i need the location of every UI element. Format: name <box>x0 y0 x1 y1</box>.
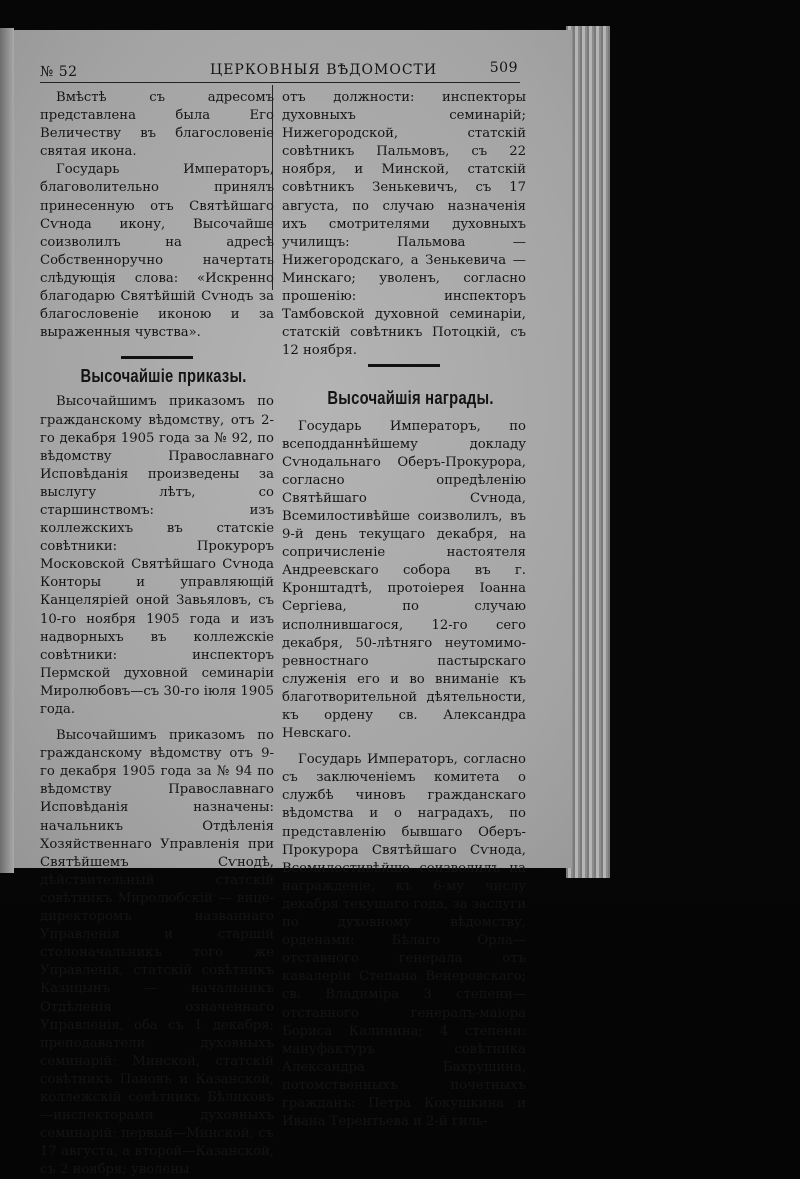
header-rule <box>40 82 520 83</box>
section-heading: Высочайшіе приказы. <box>80 366 247 387</box>
paragraph: Высочайшимъ приказомъ по гражданскому вѣдомству отъ 9-го декабря 1905 года за № 94 по вѣдомству Православнаго Исповѣданія назначены: начальникъ Отдѣленія Хозяйственнаго Управленія при Святѣйшемъ Сѵнодѣ, дѣйствительный статскій совѣтникъ Миролюбскій — вице-директоромъ названнаго Управленія и старшій столоначальникъ того же Управленія, статскій совѣтникъ Казицынъ — начальникъ Отдѣленія означеннаго Управленія, оба съ 1 декабря; преподаватели духовныхъ семинарій: Минской, статскій совѣтникъ Пановъ и Казанской, коллежскій совѣтникъ Бѣликовъ—инспекторами духовныхъ семинарій: первый—Минской, съ 17 августа, а второй—Казанской, съ 2 ноября; уволены <box>40 728 274 1178</box>
left-column <box>40 89 274 1179</box>
page-number: 509 <box>489 60 518 76</box>
paragraph: отъ должности: инспекторы духовныхъ семинарій; Нижегородской, статскій совѣтникъ Пальмовъ, съ 22 ноября, и Минской, статскій совѣтникъ Зенькевичъ, съ 17 августа, по случаю назначенія ихъ смотрителями духовныхъ училищъ: Пальмова — Нижегородскаго, а Зенькевича — Минскаго; уволенъ, согласно прошенію: инспекторъ Тамбовской духовной семинаріи, статскій совѣтникъ Потоцкій, съ 12 ноября. <box>282 90 526 359</box>
journal-title: ЦЕРКОВНЫЯ ВѢДОМОСТИ <box>210 62 438 78</box>
paragraph: Государь Императоръ, благоволительно принялъ принесенную отъ Святѣйшаго Сѵнода икону, Высочайше соизволилъ на адресѣ Собственноручно начертать слѣдующія слова: «Искренно благодарю Святѣйшій Сѵнодъ за благословеніе иконою и за выраженныя чувства». <box>40 162 274 341</box>
page-stack-edge <box>566 26 610 878</box>
issue-number: № 52 <box>40 64 78 80</box>
left-page-edge <box>0 28 14 873</box>
paragraph: Вмѣстѣ съ адресомъ представлена была Его Величеству въ благословеніе святая икона. <box>40 90 274 160</box>
running-header <box>40 60 518 82</box>
journal-page <box>14 30 572 1178</box>
section-heading: Высочайшія награды. <box>327 388 494 409</box>
paragraph: Высочайшимъ приказомъ по гражданскому вѣдомству, отъ 2-го декабря 1905 года за № 92, по вѣдомству Православнаго Исповѣданія произведены за выслугу лѣтъ, со старшинствомъ: изъ коллежскихъ въ статскіе совѣтники: Прокуроръ Московской Святѣйшаго Сѵнода Конторы и управляющій Канцеляріей оной Завьяловъ, съ 10-го ноября 1905 года и изъ надворныхъ въ коллежскіе совѣтники: инспекторъ Пермской духовной семинаріи Миролюбовъ—съ 30-го іюля 1905 года. <box>40 394 274 717</box>
right-column <box>282 89 526 1131</box>
paragraph: Государь Императоръ, по всеподданнѣйшему докладу Сѵнодальнаго Оберъ-Прокурора, согласно опредѣленію Святѣйшаго Сѵнода, Всемилостивѣйше соизволилъ, въ 9-й день текущаго декабря, на сопричисленіе настоятеля Андреевскаго собора въ г. Кронштадтѣ, протоіерея Іоанна Сергіева, по случаю исполнившагося, 12-го сего декабря, 50-лѣтняго неутомимо-ревностнаго пастырскаго служенія его и во вниманіе къ благотворительной дѣятельности, къ ордену св. Александра Невскаго. <box>282 418 526 742</box>
paragraph: Государь Императоръ, согласно съ заключеніемъ комитета о службѣ чиновъ гражданскаго вѣдомства и о наградахъ, по представленію бывшаго Оберъ-Прокурора Святѣйшаго Сѵнода, Всемилостивѣйше соизволилъ на награжденіе, къ 6-му числу декабря текущаго года, за заслуги по духовному вѣдомству, орденами: Бѣлаго Орла— отставного генерала отъ кавалеріи Степана Венеровскаго; св. Владиміра 3 степени—отставного генералъ-маіора Бориса Калинина; 4 степени: мануфактуръ совѣтника Александра Бахрушина, потомственныхъ почетныхъ гражданъ: Петра Кокушкина и Ивана Терентьева и 2-й гиль- <box>282 752 526 1130</box>
